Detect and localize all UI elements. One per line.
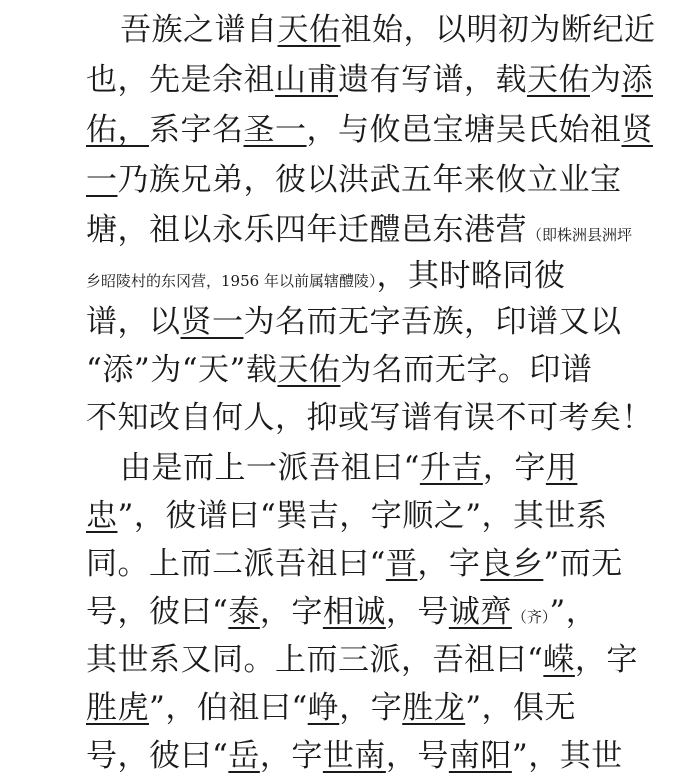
underlined-name: 贤一	[180, 304, 244, 340]
text-line	[0, 256, 700, 301]
annotation-note: （即株洲县洲坪	[527, 226, 633, 244]
text-segment: ”，彼谱曰“巽吉，字顺之”，其世系	[117, 498, 608, 534]
underlined-name: 胜龙	[402, 690, 466, 726]
text-segment: 同。上而二派吾祖曰“	[86, 546, 386, 582]
text-segment: 不知改自何人，抑或写谱有误不可考矣！	[86, 400, 653, 436]
text-segment: ”，俱无	[465, 690, 577, 726]
text-segment: ”，其世	[511, 738, 623, 774]
text-line	[0, 592, 700, 637]
text-line	[0, 398, 700, 438]
underlined-name: 天佑	[277, 12, 341, 48]
text-line	[0, 688, 700, 728]
text-segment: “添”为“天”载	[86, 352, 278, 388]
text-line	[0, 160, 700, 200]
underlined-name: 圣一	[243, 112, 307, 148]
text-segment: ，字	[482, 450, 546, 486]
text-segment: 塘，祖以永乐四年迁醴邑东港营	[86, 212, 527, 248]
underlined-name: 晋	[385, 546, 418, 582]
text-segment: ，字	[259, 594, 323, 630]
text-segment: 祖始，以明初为断纪近	[340, 12, 656, 48]
underlined-name: 用	[545, 450, 578, 486]
underlined-name: 诚齊	[448, 594, 512, 630]
text-line	[0, 448, 700, 488]
text-segment: ，与攸邑宝塘吴氏始祖	[306, 112, 622, 148]
text-segment: 系字名	[149, 112, 244, 148]
text-segment: 由是而上一派吾祖曰“	[120, 450, 420, 486]
text-segment: ，其时略同彼	[376, 258, 566, 294]
text-line	[0, 60, 700, 100]
text-segment: 为名而无字吾族，印谱又以	[243, 304, 622, 340]
text-segment: 其世系又同。上而三派，吾祖曰“	[86, 642, 544, 678]
text-segment: ”，	[549, 594, 598, 630]
text-line	[0, 736, 700, 776]
text-segment: ”而无	[543, 546, 623, 582]
text-line	[0, 210, 700, 255]
underlined-name: 一	[86, 162, 118, 198]
text-segment: 为名而无字。印谱	[340, 352, 593, 388]
text-segment: 吾族之谱自	[120, 12, 278, 48]
text-segment: 为	[590, 62, 622, 98]
underlined-name: 世南	[322, 738, 386, 774]
text-segment: 号，彼曰“	[86, 738, 229, 774]
text-line	[0, 496, 700, 536]
underlined-name: 岳	[228, 738, 260, 774]
underlined-name: 泰	[228, 594, 260, 630]
underlined-name: 南阳	[448, 738, 512, 774]
text-segment: ”，伯祖曰“	[149, 690, 308, 726]
text-line	[0, 302, 700, 342]
underlined-name: 天佑	[277, 352, 341, 388]
text-segment: ，字	[417, 546, 481, 582]
underlined-name: 相诚	[322, 594, 386, 630]
text-segment: 也，先是余祖	[86, 62, 275, 98]
text-line	[0, 110, 700, 150]
annotation-note: （齐）	[511, 608, 550, 626]
underlined-name: 贤	[621, 112, 653, 148]
text-line	[0, 640, 700, 680]
text-line	[0, 10, 700, 50]
underlined-name: 添	[621, 62, 653, 98]
text-segment: 谱，以	[86, 304, 181, 340]
underlined-name: 胜虎	[86, 690, 149, 726]
underlined-name: 升吉	[419, 450, 483, 486]
annotation-note: 乡昭陵村的东冈营，1956 年以前属辖醴陵）	[86, 272, 377, 290]
text-segment: 乃族兄弟，彼以洪武五年来攸立业宝	[117, 162, 622, 198]
underlined-name: 嵘	[543, 642, 575, 678]
underlined-name: 良乡	[480, 546, 544, 582]
underlined-name: 山甫	[275, 62, 338, 98]
text-segment: ，字	[574, 642, 638, 678]
underlined-name: 峥	[307, 690, 340, 726]
underlined-name: 佑，	[86, 112, 149, 148]
text-segment: ，号	[385, 738, 449, 774]
text-segment: 号，彼曰“	[86, 594, 229, 630]
text-segment: 遗有写谱，载	[338, 62, 527, 98]
underlined-name: 忠	[86, 498, 118, 534]
text-segment: ，字	[259, 738, 323, 774]
text-line	[0, 544, 700, 584]
underlined-name: 天佑	[527, 62, 590, 98]
text-line	[0, 350, 700, 390]
text-segment: ，字	[339, 690, 403, 726]
text-segment: ，号	[385, 594, 449, 630]
